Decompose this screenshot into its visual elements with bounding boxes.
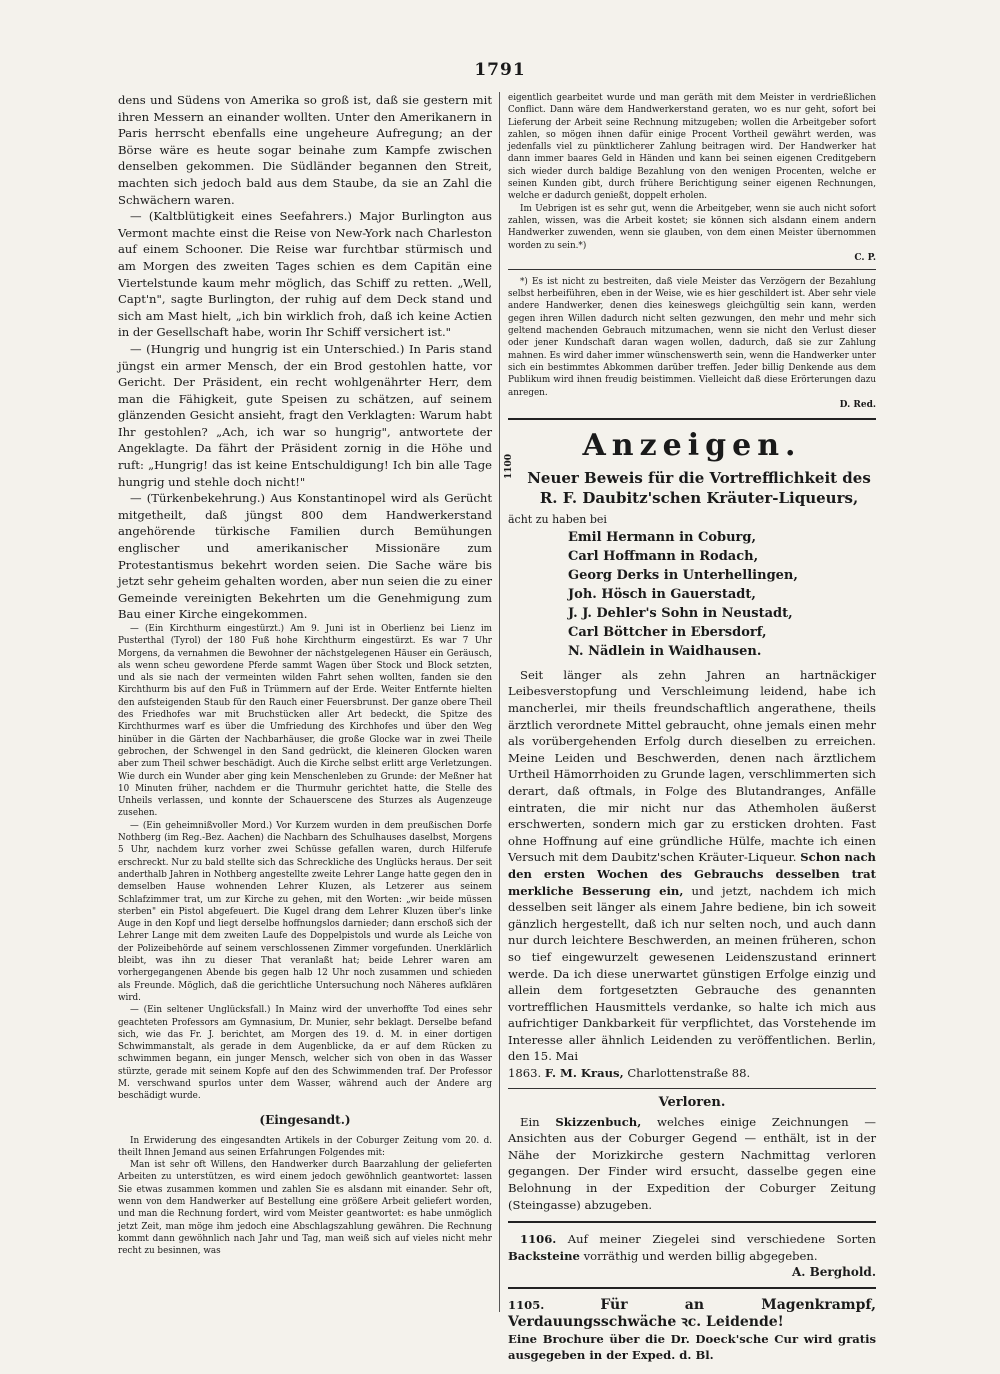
eingesandt-text: Man ist sehr oft Willens, den Handwerker durch Baarzahlung der gelieferten Arbeiten zu unterstützen, es wird einem jedoch gewöhnlich geantwortet: lassen Sie etwas zusammen kommen und zahlen Sie es alsdann mit einander. Sehr oft, wenn von dem Handwerker auf Bestellung eine größere Arbeit geliefert worden, und man die Rechnung fordert, wird vom Meister geantwortet: es habe unmöglich jetzt Zeit, man möge ihm jedoch eine Abschlagszahlung gewähren. Die Rechnung kommt dann gewöhnlich nach Jahr und Tag, man weiß sich auf vieles nicht mehr recht zu besinnen, was	[118, 1160, 492, 1257]
signature-cp: C. P.	[854, 252, 876, 263]
verloren-heading: Verloren.	[658, 1094, 726, 1110]
ad-headline: Neuer Beweis für die Vortrefflichkeit des	[527, 468, 871, 487]
divider	[508, 269, 876, 270]
ad-1105-headline: 1105. Für an Magenkrampf, Verdauungsschwäche ꝛc. Leidende!	[508, 1297, 877, 1331]
dealer-item: Carl Hoffmann in Rodach,	[568, 548, 759, 564]
ad-1106-signature: A. Berghold.	[791, 1265, 876, 1280]
article-paragraph: — (Hungrig und hungrig ist ein Unterschied.) In Paris stand jüngst ein armer Mensch, der ein Brod gestohlen hatte, vor Gericht. Der Präsident, ein recht wohlgenährter Herr, dem man die Fähigkeit, gute Speisen zu schätzen, auf seinem glänzenden Gesicht ansieht, fragt den Verklagten: Warum habt Ihr gestohlen? „Ach, ich war so hungrig", antwortete der Angeklagte. Da fährt der Präsident zornig in die Höhe und ruft: „Hungrig! das ist keine Entschuldigung! Ich bin alle Tage hungrig und stehle doch nicht!"	[118, 341, 492, 489]
page-number: 1791	[474, 60, 526, 80]
news-paragraph: — (Ein Kirchthurm eingestürzt.) Am 9. Juni ist in Oberlienz bei Lienz im Pusterthal (Tyrol) der 180 Fuß hohe Kirchthurm eingestürzt. Es war 7 Uhr Morgens, da vernahmen die Bewohner der nächstgelegenen Häuser ein Geräusch, als wenn scheu gewordene Pferde sammt Wagen über Stock und Block setzten, und als sie nach der vermeinten wilden Fahrt sehen wollten, fanden sie den Kirchthurm bis auf den Fuß in Trümmern auf der Erde. Weiter Entfernte hielten den aufsteigenden Staub für den Rauch einer Feuersbrunst. Der ganze obere Theil des Friedhofes war mit Bruchstücken aller Art bedeckt, die Spitze des Kirchthurmes warf es über die Umfriedung des Kirchhofes und über den Weg hinüber in die Gärten der Nachbarhäuser, die große Glocke war in zwei Theile gebrochen, der Schwengel in den Sand gedrückt, die kleineren Glocken waren aber zum Theil schwer beschädigt. Auch die Kirche selbst erlitt arge Verletzungen. Wie durch ein Wunder aber ging kein Menschenleben zu Grunde: der Meßner hat 10 Minuten früher, nachdem er die Thurmuhr gerichtet hatte, die Stelle des Unheils verlassen, und konnte der Schauerscene des Sturzes als Augenzeuge zusehen.	[118, 624, 492, 819]
article-paragraph: — (Kaltblütigkeit eines Seefahrers.) Major Burlington aus Vermont machte einst die Reise von New-York nach Charleston auf einem Schooner. Die Reise war furchtbar stürmisch und am Morgen des zweiten Tages schien es dem Capitän eine Viertelstunde kaum mehr möglich, das Schiff zu retten. „Well, Capt'n", sagte Burlington, der ruhig auf dem Deck stand und sich am Mast hielt, „ich bin wirklich froh, daß ich keine Actien in der Gesellschaft habe, worin Ihr Schiff versichert ist."	[118, 209, 492, 340]
eingesandt-intro: In Erwiderung des eingesandten Artikels in der Coburger Zeitung vom 20. d. theilt Ihnen Jemand aus seinen Erfahrungen Folgendes mit:	[118, 1135, 492, 1158]
news-paragraph: — (Ein geheimnißvoller Mord.) Vor Kurzem wurden in dem preußischen Dorfe Nothberg (im Reg.-Bez. Aachen) die Nachbarn des Schulhauses daselbst, Morgens 5 Uhr, nachdem kurz vorher zwei Schüsse gefallen waren, durch Hilferufe erschreckt. Nur zu bald stellte sich das Schreckliche des Unglücks heraus. Der seit anderthalb Jahren in Nothberg angestellte zweite Lehrer Lange hatte gegen den in demselben Hause wohnenden Lehrer Kluzen, als Letzerer aus seinem Schlafzimmer trat, um zur Kirche zu gehen, mit den Worten: „wir beide müssen sterben" ein Pistol abgefeuert. Die Kugel drang dem Lehrer Kluzen über's linke Auge in den Kopf und liegt derselbe hoffnungslos darnieder; dann erschoß sich der Lehrer Lange mit dem zweiten Laufe des Doppelpistols und wurde als Leiche von der Polizeibehörde auf seinem verschlossenen Zimmer vorgefunden. Unerklärlich bleibt, was ihn zu dieser That veranlaßt hat; beide Lehrer waren am vorhergegangenen Abende bis gegen halb 12 Uhr noch zusammen und schieden als Freunde. Möglich, daß die gerichtliche Untersuchung noch Näheres aufklären wird.	[118, 820, 492, 1003]
dealer-list	[508, 528, 876, 661]
ad-number: 1100	[504, 453, 514, 479]
divider	[508, 1221, 876, 1223]
dealer-item: J. J. Dehler's Sohn in Neustadt,	[568, 605, 793, 621]
verloren-text: Ein Skizzenbuch, welches einige Zeichnungen — Ansichten aus der Coburger Gegend — enthält, ist in der Nähe der Morizkirche gestern Nachmittag verloren gegangen. Der Finder wird ersucht, dasselbe gegen eine Belohnung in der Expedition der Coburger Zeitung (Steingasse) abzugeben.	[508, 1114, 876, 1212]
testimonial-signature: 1863. F. M. Kraus, Charlottenstraße 88.	[508, 1066, 751, 1081]
ad-available-at: ächt zu haben bei	[508, 512, 607, 526]
ad-headline: R. F. Daubitz'schen Kräuter-Liqueurs,	[539, 488, 859, 507]
divider	[508, 1287, 876, 1289]
article-paragraph: — (Türkenbekehrung.) Aus Konstantinopel wird als Gerücht mitgetheilt, daß jüngst 800 dem Handwerkerstand angehörende türkische Familien durch Bemühungen englischer und amerikanischer Missionäre zum Protestantismus bekehrt worden seien. Die Sache wäre bis jetzt sehr geheim gehalten worden, aber nun seien die zu einer Gemeinde vereinigten Bekehrten um die Genehmigung zum Bau einer Kirche eingekommen.	[118, 491, 492, 622]
eingesandt-continuation-2: Im Uebrigen ist es sehr gut, wenn die Arbeitgeber, wenn sie auch nicht sofort zahlen, wissen, was die Arbeit kostet; sie können sich alsdann einem andern Handwerker zuwenden, wenn sie glauben, von dem einen Meister übernommen worden zu sein.*)	[508, 203, 876, 251]
divider	[508, 418, 876, 420]
left-column	[118, 92, 492, 1322]
section-heading-eingesandt: (Eingesandt.)	[259, 1112, 351, 1127]
dealer-item: N. Nädlein in Waidhausen.	[568, 643, 762, 659]
testimonial: Seit länger als zehn Jahren an hartnäckiger Leibesverstopfung und Verschleimung leidend, habe ich mancherlei, mir theils freundschaftlich angerathene, theils ärztlich verordnete Mittel gebraucht, ohne jemals einen mehr als vorübergehenden Erfolg durch dieselben zu erreichen. Meine Leiden und Beschwerden, denen nach ärztlichem Urtheil Hämorrhoiden zu Grunde lagen, verschlimmerten sich derart, daß oftmals, in Folge des Blutandranges, Anfälle eintraten, die mir nicht nur das Athemholen äußerst erschwerten, sondern mich gar zu ersticken drohten. Fast ohne Hoffnung auf eine gründliche Hülfe, machte ich einen Versuch mit dem Daubitz'schen Kräuter-Liqueur. Schon nach den ersten Wochen des Gebrauchs desselben trat merkliche Besserung ein, und jetzt, nachdem ich mich desselben seit länger als einem Jahre bediene, bin ich soweit gänzlich hergestellt, daß ich nur selten noch, und auch dann nur durch leichtere Beschwerden, an meinen früheren, schon so tief eingewurzelt gewesenen Leidenszustand erinnert werde. Da ich diese unerwartet günstigen Erfolge einzig und allein dem fortgesetzten Gebrauche des genannten vortrefflichen Hausmittels verdanke, so halte ich mich aus aufrichtiger Dankbarkeit für verpflichtet, das Vorstehende im Interesse aller ähnlich Leidenden zu veröffentlichen. Berlin, den 15. Mai	[508, 667, 877, 1064]
anzeigen-title: Anzeigen.	[582, 427, 802, 463]
divider	[508, 1088, 876, 1089]
ad-1105-body: Eine Brochure über die Dr. Doeck'sche Cur wird gratis ausgegeben in der Exped. d. Bl.	[508, 1331, 876, 1363]
dealer-item: Joh. Hösch in Gauerstadt,	[568, 586, 756, 602]
dealer-item: Georg Derks in Unterhellingen,	[568, 567, 798, 583]
eingesandt-continuation: eigentlich gearbeitet wurde und man geräth mit dem Meister in verdrießlichen Conflict. Dann wäre dem Handwerkerstand geraten, wo es nur geht, sofort bei Lieferung der Arbeit seine Rechnung mitzugeben; wollen die Arbeitgeber sofort zahlen, so mögen ihnen dafür einige Procent Vortheil gewährt werden, was jedenfalls viel zu pünktlicherer Zahlung beitragen wird. Der Handwerker hat dann immer baares Geld in Händen und kann bei seinen eigenen Creditgebern sich wieder durch baldige Bezahlung von den wenigen Procenten, welche er seinen Kunden gibt, durch frühere Berichtigung seiner eigenen Rechnungen, welche er dadurch genießt, doppelt erholen.	[508, 93, 876, 202]
article-paragraph: dens und Südens von Amerika so groß ist, daß sie gestern mit ihren Messern an einander wollten. Unter den Amerikanern in Paris herrscht ebenfalls eine ungeheure Aufregung; an der Börse wäre es heute sogar beinahe zum Kampfe zwischen denselben gekommen. Die Südländer begannen den Streit, machten sich jedoch bald aus dem Staube, da sie an Zahl die Schwächern waren.	[118, 93, 492, 207]
editor-footnote: *) Es ist nicht zu bestreiten, daß viele Meister das Verzögern der Bezahlung selbst herbeiführen, eben in der Weise, wie es hier geschildert ist. Aber sehr viele andere Handwerker, denen dies keineswegs gleichgültig sein kann, werden gegen ihren Willen dadurch nicht selten gezwungen, den mehr und mehr sich geltend machenden Gebrauch mitzumachen, wenn sie nicht den Verlust dieser oder jener Kundschaft daran wagen wollen, dadurch, daß sie zur Zahlung mahnen. Es wird daher immer wünschenswerth sein, wenn die Handwerker unter sich ein bestimmtes Abkommen darüber treffen. Jeder billig Denkende aus dem Publikum wird ihnen freudig beistimmen. Vielleicht daß diese Erörterungen dazu anregen.	[508, 276, 876, 398]
dealer-item: Emil Hermann in Coburg,	[568, 529, 757, 545]
signature-red: D. Red.	[839, 399, 876, 410]
news-paragraph: — (Ein seltener Unglücksfall.) In Mainz wird der unverhoffte Tod eines sehr geachteten Professors am Gymnasium, Dr. Munier, sehr beklagt. Derselbe befand sich, wie das Fr. J. berichtet, am Morgen des 19. d. M. in einer dortigen Schwimmanstalt, als gerade in dem Augenblicke, da er auf dem Rücken zu schwimmen begann, ein junger Mensch, welcher sich von oben in das Wasser stürzte, gerade mit seinem Kopfe auf den des Schwimmenden traf. Der Professor M. verschwand spurlos unter dem Wasser, während auch der Andere arg beschädigt wurde.	[118, 1005, 492, 1102]
ad-1106: 1106. Auf meiner Ziegelei sind verschiedene Sorten Backsteine vorräthig und werden billig abgegeben.	[508, 1232, 876, 1263]
ad-1100	[504, 453, 876, 507]
column-divider	[499, 92, 500, 1312]
right-column	[504, 92, 877, 1363]
dealer-item: Carl Böttcher in Ebersdorf,	[568, 624, 767, 640]
